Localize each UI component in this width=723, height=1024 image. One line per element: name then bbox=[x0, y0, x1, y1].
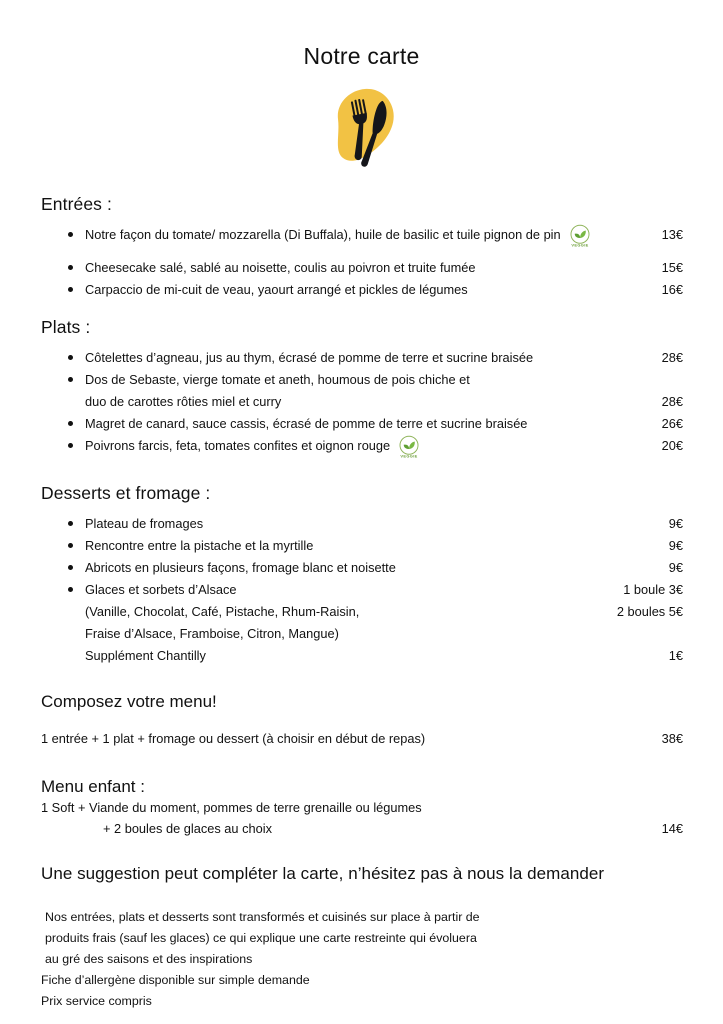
item-name: Cheesecake salé, sablé au noisette, coulis au poivron et truite fumée bbox=[85, 260, 476, 275]
item-price: 9€ bbox=[668, 538, 683, 553]
section-heading-plats: Plats : bbox=[41, 317, 91, 337]
list-item[interactable] bbox=[41, 224, 683, 257]
item-subline-text: duo de carottes rôties miel et curry bbox=[85, 394, 282, 409]
list-item[interactable] bbox=[41, 579, 683, 601]
bullet-icon bbox=[68, 377, 73, 382]
compose-price: 38€ bbox=[661, 731, 683, 746]
veggie-icon bbox=[396, 434, 422, 467]
item-subline bbox=[41, 601, 683, 623]
item-price: 20€ bbox=[661, 438, 683, 453]
list-item[interactable] bbox=[41, 535, 683, 557]
list-item[interactable] bbox=[41, 279, 683, 301]
item-subline-price: 2 boules 5€ bbox=[616, 604, 683, 619]
item-name: Plateau de fromages bbox=[85, 516, 204, 531]
section-heading-desserts: Desserts et fromage : bbox=[41, 483, 211, 503]
list-item[interactable] bbox=[41, 513, 683, 535]
bullet-icon bbox=[68, 587, 73, 592]
suggestion-text: Une suggestion peut compléter la carte, n’hésitez pas à nous la demander bbox=[41, 864, 605, 883]
item-price: 9€ bbox=[668, 560, 683, 575]
list-item[interactable] bbox=[41, 369, 683, 391]
dot-filler bbox=[359, 601, 617, 623]
bullet-icon bbox=[68, 232, 73, 237]
item-name: Dos de Sebaste, vierge tomate et aneth, houmous de pois chiche et bbox=[85, 372, 470, 387]
bullet-icon bbox=[68, 265, 73, 270]
bullet-icon bbox=[68, 355, 73, 360]
footer-note-line: Fiche d’allergène disponible sur simple demande bbox=[41, 973, 310, 987]
bullet-icon bbox=[68, 443, 73, 448]
dot-filler bbox=[339, 623, 683, 645]
item-price: 9€ bbox=[668, 516, 683, 531]
bullet-icon bbox=[68, 565, 73, 570]
list-item[interactable] bbox=[41, 413, 683, 435]
section-heading-composez: Composez votre menu! bbox=[41, 692, 217, 711]
item-subline-text: Supplément Chantilly bbox=[85, 648, 206, 663]
footer-note-line: Nos entrées, plats et desserts sont transformés et cuisinés sur place à partir de bbox=[45, 910, 480, 924]
dot-filler bbox=[272, 818, 662, 839]
dot-filler bbox=[425, 728, 662, 750]
list-item[interactable] bbox=[41, 557, 683, 579]
footer-note-line: au gré des saisons et des inspirations bbox=[45, 952, 253, 966]
svg-text:VEGGIE: VEGGIE bbox=[571, 242, 589, 248]
list-item[interactable] bbox=[41, 435, 683, 468]
item-price: 16€ bbox=[661, 282, 683, 297]
item-price: 28€ bbox=[661, 350, 683, 365]
item-name: Carpaccio de mi-cuit de veau, yaourt arrangé et pickles de légumes bbox=[85, 282, 468, 297]
footer-note-line: Prix service compris bbox=[41, 994, 152, 1008]
section-heading-menu-enfant: Menu enfant : bbox=[41, 777, 145, 796]
page-title: Notre carte bbox=[303, 43, 420, 69]
item-name: Abricots en plusieurs façons, fromage blanc et noisette bbox=[85, 560, 396, 575]
item-subline bbox=[41, 391, 683, 413]
item-subline-price: 1€ bbox=[668, 648, 683, 663]
dot-filler bbox=[281, 391, 661, 413]
desserts-item-list bbox=[41, 513, 683, 667]
item-name: Côtelettes d’agneau, jus au thym, écrasé de pomme de terre et sucrine braisée bbox=[85, 350, 534, 365]
item-subline bbox=[41, 645, 683, 667]
bullet-icon bbox=[68, 421, 73, 426]
list-item[interactable] bbox=[41, 347, 683, 369]
footer-notes bbox=[41, 907, 683, 1012]
item-subline bbox=[41, 623, 683, 645]
fork-and-knife-logo-icon bbox=[316, 83, 408, 175]
compose-formula-text: 1 entrée + 1 plat + fromage ou dessert (à choisir en début de repas) bbox=[41, 731, 426, 746]
item-name: Rencontre entre la pistache et la myrtille bbox=[85, 538, 314, 553]
dot-filler bbox=[422, 797, 683, 818]
footer-note-line: produits frais (sauf les glaces) ce qui explique une carte restreinte qui évoluera bbox=[45, 931, 477, 945]
menu-enfant-text-2: + 2 boules de glaces au choix bbox=[103, 821, 272, 836]
item-name: Magret de canard, sauce cassis, écrasé de pomme de terre et sucrine braisée bbox=[85, 416, 528, 431]
item-subline-price: 28€ bbox=[661, 394, 683, 409]
item-name: Poivrons farcis, feta, tomates confites et oignon rouge bbox=[85, 438, 391, 453]
menu-enfant-price: 14€ bbox=[661, 821, 683, 836]
item-price: 13€ bbox=[661, 227, 683, 242]
item-subline-text: Fraise d’Alsace, Framboise, Citron, Mangue) bbox=[85, 626, 339, 641]
section-heading-entrees: Entrées : bbox=[41, 194, 112, 214]
item-name: Glaces et sorbets d’Alsace bbox=[85, 582, 237, 597]
dot-filler bbox=[206, 645, 669, 667]
veggie-icon bbox=[567, 223, 593, 256]
bullet-icon bbox=[68, 521, 73, 526]
menu-enfant-line-1 bbox=[41, 797, 683, 818]
menu-enfant-line-2 bbox=[41, 818, 683, 839]
item-name: Notre façon du tomate/ mozzarella (Di Buffala), huile de basilic et tuile pignon de pin bbox=[85, 227, 561, 242]
restaurant-logo bbox=[0, 81, 723, 177]
menu-content bbox=[0, 194, 723, 1012]
bullet-icon bbox=[68, 287, 73, 292]
bullet-icon bbox=[68, 543, 73, 548]
menu-enfant-text-1: 1 Soft + Viande du moment, pommes de terre grenaille ou légumes bbox=[41, 800, 422, 815]
plats-item-list bbox=[41, 347, 683, 468]
entrees-item-list bbox=[41, 224, 683, 301]
svg-text:VEGGIE: VEGGIE bbox=[400, 453, 418, 459]
item-subline-text: (Vanille, Chocolat, Café, Pistache, Rhum-Raisin, bbox=[85, 604, 360, 619]
list-item[interactable] bbox=[41, 257, 683, 279]
item-price: 26€ bbox=[661, 416, 683, 431]
item-price: 15€ bbox=[661, 260, 683, 275]
compose-formula-row bbox=[41, 728, 683, 750]
item-price: 1 boule 3€ bbox=[623, 582, 683, 597]
